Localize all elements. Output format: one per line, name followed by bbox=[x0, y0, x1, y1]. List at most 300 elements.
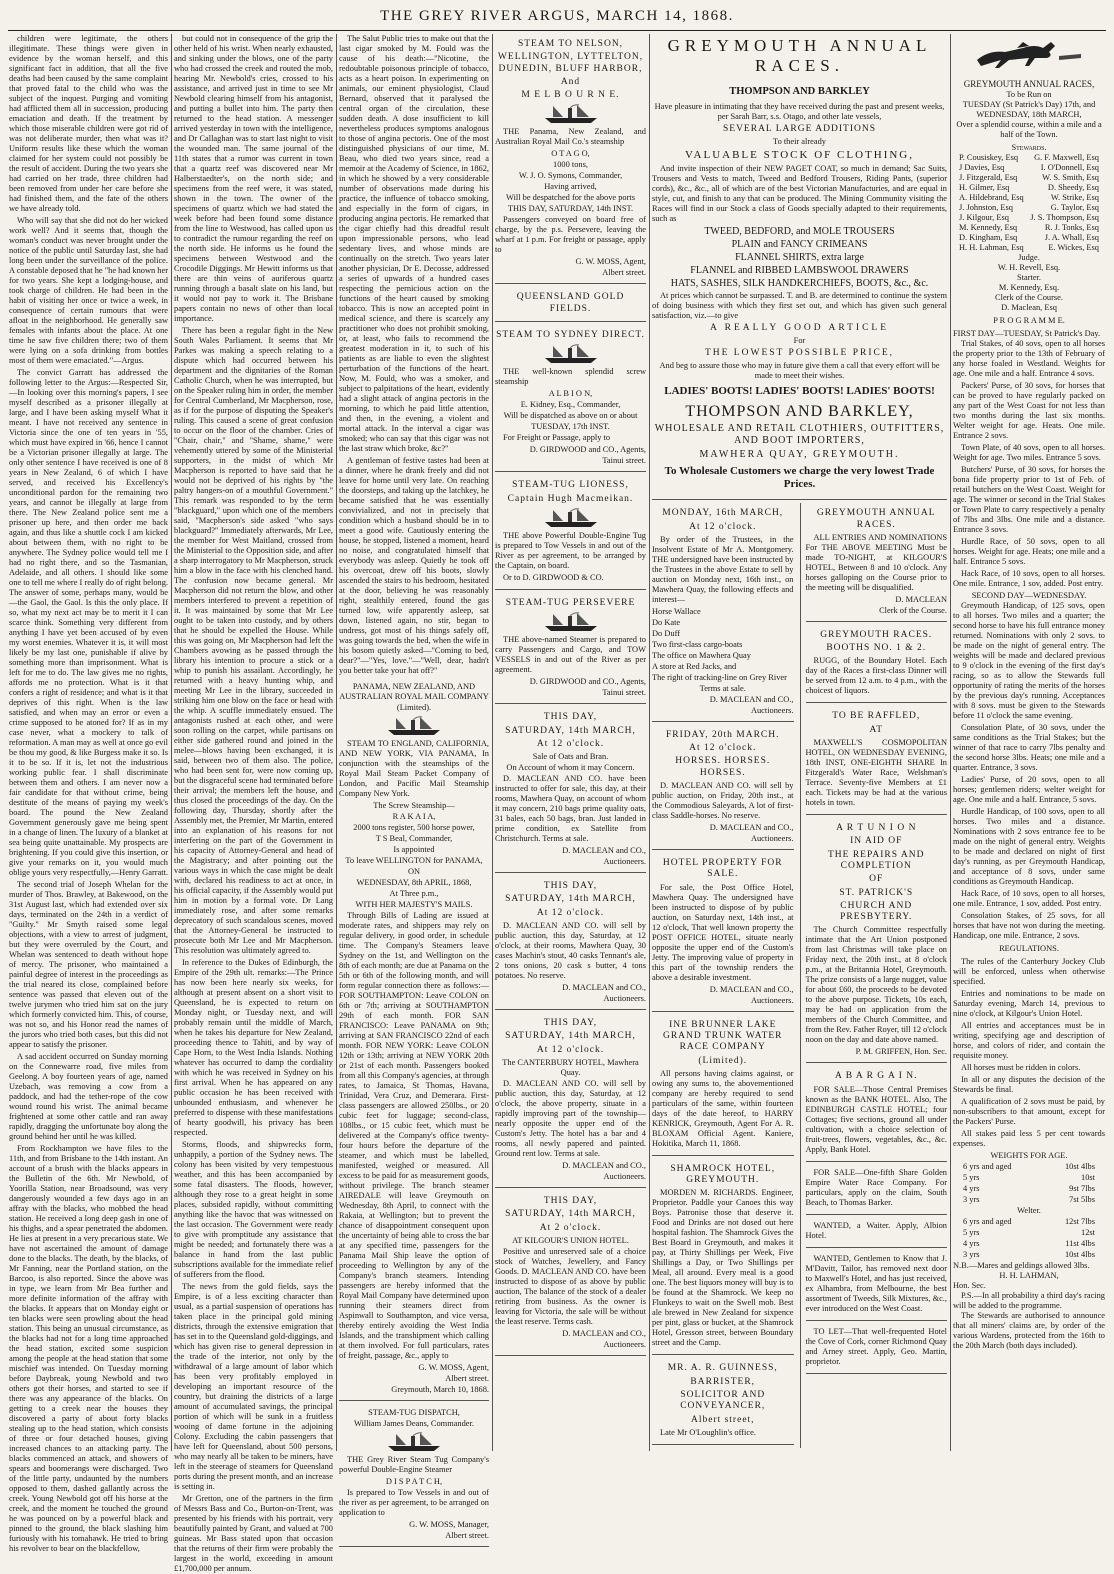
ad-detail-line: O T A G O, bbox=[551, 149, 590, 159]
stewards-list bbox=[953, 153, 1105, 253]
column-5-split bbox=[652, 503, 947, 1448]
weight-age: 6 yrs and aged bbox=[963, 1216, 1012, 1226]
notice bbox=[806, 625, 948, 704]
steward-row bbox=[953, 193, 1105, 203]
notice bbox=[806, 1324, 948, 1374]
ad-signature: Auctioneers. bbox=[603, 1339, 646, 1349]
steward-name: W. Strike, Esq bbox=[1050, 192, 1099, 202]
column-5b bbox=[800, 503, 948, 1448]
programme-heading: P R O G R A M M E. bbox=[993, 315, 1065, 325]
tb-goods-item: PLAIN and FANCY CRIMEANS bbox=[731, 239, 868, 251]
auction-notice bbox=[652, 1015, 794, 1156]
tb-wholesale: WHOLESALE AND RETAIL CLOTHIERS, OUTFITTERS, AND BOOT IMPORTERS, bbox=[654, 423, 945, 447]
tb-additions: SEVERAL LARGE ADDITIONS bbox=[722, 123, 876, 134]
column-divider bbox=[649, 34, 650, 1451]
ad-heading: WELLINGTON, LYTTELTON, DUNEDIN, BLUFF HARBOR, bbox=[497, 52, 644, 74]
ad-heading: STEAM-TUG PERSEVERE bbox=[505, 597, 636, 608]
ad-signature: Clerk of the Course. bbox=[879, 605, 947, 615]
auction-notice bbox=[652, 1159, 794, 1356]
race-event: All entries and acceptances must be in writing, specifying age and description of horse, and colors of rider, and contain the requisite money. bbox=[953, 1020, 1105, 1060]
ad-signature: Tainui street. bbox=[602, 688, 646, 698]
article-paragraph: The Salut Public tries to make out that the last cigar smoked by M. Fould was the cause of his death:—"Nicotine, the redoubtable poisonous principle of tobacco, acts as a heart poison. In experimenting on animals, our eminent physiologist, Claud Bernard, observed that it paralysed the central organ of the circulation, these sudden death. A dose insufficient to kill nevertheless produces symptoms analogous to those of angina pectoris. One of the most distinguished physicians of our time, M. Beau, who died two years since, read a memoir at the Academy of Science, in 1862, in which he showed by a very considerable number of observations made during his practice, the influence of tobacco smoking, and especially in the form of cigars, in producing angina pectoris. He remarked that the cigar chiefly had this dreadful result upon impressionable persons, who lead sedentary lives, and whose minds are continually on the stretch. Two years later another physician, Dr E. Decosse, addressed a series of upwards of a hundred cases respecting the pernicious action on the functions of the heart caused by smoking tobacco. This is now an accepted point in medical science, and there is scarcely any practitioner who does not prohibit smoking, or, at least, who fails to recommend the greatest moderation in it, to such of his patients as are liable to even the slightest perturbation of the functions of the heart. Now, M. Fould, who was a smoker, and subject to palpitations of the heart, evidently had a slight attack of angina pectoris in the morning, to which he paid little attention, and then, in the evening, a violent and mortal attack. In the interval a cigar was smoked; who can say that this cigar was not the last straw which broke, &c?" bbox=[339, 34, 489, 453]
weight-age: 6 yrs and aged bbox=[963, 1161, 1012, 1171]
ad-heading: HOTEL PROPERTY FOR SALE. bbox=[662, 858, 783, 880]
ad-detail-line: D I S P A T C H, bbox=[385, 1477, 443, 1486]
column-5 bbox=[652, 34, 947, 1451]
steward-row bbox=[953, 233, 1105, 243]
ad-signature: Greymouth, March 10, 1868. bbox=[391, 1385, 489, 1394]
column-divider bbox=[950, 34, 951, 1451]
weight-row bbox=[963, 1195, 1095, 1205]
ad-detail-line: E. Kidney, Esq., Commander, bbox=[520, 400, 621, 410]
steward-name: J. Johnston, Esq bbox=[959, 202, 1013, 212]
weight-value: 10st 4lbs bbox=[1064, 1249, 1095, 1259]
ad-heading: THE REPAIRS AND COMPLETION bbox=[828, 849, 925, 871]
advertisement bbox=[495, 1013, 646, 1188]
steward-name: H. H. Lahman, Esq bbox=[959, 242, 1024, 252]
column-6 bbox=[953, 34, 1105, 1451]
ad-body: THE Grey River Steam Tug Company's powerful Double-Engine Steamer bbox=[339, 1455, 489, 1474]
race-event: Hack Race, of 10 sovs, open to all horses, one mile. Entrance, 1 sov, added. Post entry. bbox=[953, 888, 1105, 908]
race-event: Ladies' Purse, of 20 sovs, open to all horses; gentlemen riders; welter weight for age. One mile and a half. Entrance, 5 sovs. bbox=[953, 774, 1105, 804]
ad-detail-line: Having arrived, bbox=[544, 182, 597, 192]
race-event: Packers' Purse, of 30 sovs, for horses that can be proved to have regularly packed on any part of the West Coast for not less than two months during the last six months. Welter weight for age. Heats. One mile. Entrance 2 sovs. bbox=[953, 380, 1105, 440]
ad-body: WANTED, Gentlemen to Know that J. M'Davitt, Tailor, has removed next door to Maxwell's Hotel, and has just received, ex Alhambra, from Melbourne, the best assortment of Tweeds, Silk Mixtures, &c., ever introduced on the West Coast. bbox=[805, 1253, 947, 1313]
advertisement bbox=[495, 707, 646, 873]
ad-detail-line: TUESDAY, 17th INST. bbox=[531, 422, 610, 432]
steward-name: M. Kennedy, Esq bbox=[959, 222, 1018, 232]
ad-detail-line: T S Beal, Commander, bbox=[375, 834, 453, 843]
tb-goods-item: TWEED, BEDFORD, and MOLE TROUSERS bbox=[704, 226, 895, 238]
ad-heading: SATURDAY, 14th MARCH, bbox=[505, 1031, 636, 1042]
weight-value: 11st 4lbs bbox=[1065, 1238, 1095, 1248]
weight-row bbox=[963, 1239, 1095, 1249]
ad-heading: ST. PATRICK'S bbox=[839, 887, 914, 898]
ad-detail-line: At Three p.m., bbox=[389, 889, 439, 898]
ad-body: D. MACLEAN AND CO. will sell by public auction, on Friday, 20th inst., at the Commodious Saleyards, A lot of first-class Saddle-horses. No reserve. bbox=[652, 781, 794, 821]
article-paragraph: A sad accident occurred on Sunday morning on the Connewarre road, five miles from Geelong. A boy fourteen years of age, named Uzebach, was removing a cow from a paddock, and had the tether-rope of the cow wound round his wrist. The animal became frightened at some other cattle and ran away rapidly, dragging the unfortunate boy along the ground behind her until he was killed. bbox=[9, 1052, 168, 1141]
ad-heading: MONDAY, 16th MARCH, bbox=[662, 508, 784, 519]
starter-heading: Starter. bbox=[1017, 272, 1041, 282]
weight-row bbox=[963, 1228, 1095, 1238]
ad-heading: At 2 o'clock. bbox=[539, 1222, 602, 1233]
ad-heading: IN AID OF bbox=[850, 836, 903, 847]
thompson-barkley-ad bbox=[652, 80, 947, 500]
weight-row bbox=[963, 1173, 1095, 1183]
ad-heading: SHAMROCK HOTEL, GREYMOUTH. bbox=[670, 1163, 776, 1186]
tb-title: THOMPSON AND BARKLEY bbox=[729, 86, 870, 98]
tb-prices: At prices which cannot be surpassed. T. and B. are determined to continue the system of doing business with which they first set out, and which has given such general satisfaction, viz.—to give bbox=[652, 290, 947, 320]
notice bbox=[806, 503, 948, 622]
ad-heading: THIS DAY, bbox=[543, 1018, 598, 1029]
ad-body: THE above Powerful Double-Engine Tug is prepared to Tow Vessels in and out of the River as per agreement, to be arranged by the Captain, on board. bbox=[495, 530, 646, 570]
steward-row bbox=[953, 223, 1105, 233]
column-3 bbox=[339, 34, 489, 1540]
tb-assure: And beg to assure those who may in future give them a call that every effort will be made to meet their wishes. bbox=[659, 361, 940, 381]
race-event: All horses must be ridden in colors. bbox=[961, 1062, 1081, 1072]
article-paragraph: Storms, floods, and shipwrecks form, unhappily, a portion of the Sydney news. The colony has been visited by very tempestuous weather, and this has been accompanied by some fatal disasters. The floods, however, although they rose to a great height in some places, subsided rapidly, without committing anything like the havoc that was witnessed on the last occasion. The Government were ready to give with promptitude any assistance that might be needed; and fortunately there was a balance in hand from the last public subscriptions available for the immediate relief of sufferers from the flood. bbox=[174, 1140, 333, 1279]
ad-list-item: A store at Red Jacks, and bbox=[652, 661, 737, 671]
ad-signature: G. W. MOSS, Manager, bbox=[409, 1520, 489, 1529]
ad-heading: INE BRUNNER LAKE GRAND TRUNK WATER RACE COMPANY bbox=[662, 1019, 783, 1053]
steward-name: A. Hildebrand, Esq bbox=[959, 192, 1024, 202]
article-paragraph: The convict Garratt has addressed the following letter to the Argus:—Respected Sir,—In looking over this morning's papers, I see myself described as a prisoner illegally at large, and I have been asking myself What it meant. I have not received any sentence in Victoria since the one of ten years in '55, which must have expired in '66, hence I cannot be a Victorian prisoner illegally at large. The only other sentence I have received is one of 8 years in New Zealand, 6 of which I have served, and received his Excellency's unconditional pardon for the remaining two years, and cannot be illegally at large from there. The New Zealand police sent me a prisoner up here, and then order me back again, and thus like a shuttle cock I am kicked about between them, with no right to be anywhere. The Sydney police would tell me I had no right there, and so the Tasmanian, Adelaide, and all others. I should like some one to tell me where I really do of right belong. The answer of some, perhaps many, would be—the Gaol, the Gaol. Is this the only place. If so, what my next act may be to merit it I can scarce think. Something very different from anything I have yet been accused of by even my worst enemies. Whatever it is, it will most likely be my last one, punishable if alive by something more than imprisonment. What is left for me to do. The law gives me no rights, affords me no protection. What is it that confers a right of residence; and what is it that deprives of this right. When is the law satisfied, and when may an error or even a crime supposed to be atoned for? If as in my case never, what a mockery to talk of reformation. A man may as well at once go evil be thou my good, & like Burgess make it so. Is it to be so. If it is, let not the industrious working public fear. I shall discriminate between them and others. I am never now a fair candidate for that without crime, being destitute of the means of paying my week's board. The pound the New Zealand Government generously gave me being spent in a change of linen. The luxury of a blanket at sea being quite unattainable. My prospects are brightening. If you could give this insertion, or give your remarks on it, you would much oblige yours very respectfully,—Henry Garratt. bbox=[9, 368, 168, 877]
races-header: GREYMOUTH ANNUAL RACES. bbox=[667, 36, 932, 76]
ad-signature: Auctioneers. bbox=[603, 1171, 646, 1181]
article-paragraph: The news from the gold fields, says the Empire, is of a less exciting character than usual, as a partial suspension of operations has taken place in the principal gold mining districts, through the extensive emigration that has set in to the Queensland gold-diggings, and which has given rise to general depression in the trade of the interior, not only by the withdrawal of a large amount of labor which has been very profitably employed in developing an important resource of the country, but draining the districts of a large amount of accumulated savings, the principal portion of which will be sunk in a fruitless wooing of dame fortune in the adjoining Colony. Excluding the cabin passengers that have left for Queensland, about 500 persons, who may nearly all be taken to be miners, have left in the steerage of steamers for Queensland ports during the present month, and an increase is setting in. bbox=[174, 1282, 333, 1491]
ad-body: FOR SALE—One-fifth Share Golden Empire Water Race Company. For particulars, apply on the claim, South Beach, to Thomas Barker. bbox=[805, 1167, 947, 1207]
tb-address: MAWHERA QUAY, GREYMOUTH. bbox=[699, 449, 900, 461]
ad-heading-line: STEAM-TUG DISPATCH, bbox=[368, 1408, 460, 1417]
races-title: GREYMOUTH ANNUAL RACES, bbox=[963, 79, 1095, 89]
ad-signature: G. W. MOSS, Agent, bbox=[575, 257, 646, 267]
ad-detail-line: A L B I O N, bbox=[548, 389, 593, 399]
weight-row bbox=[963, 1162, 1095, 1172]
ad-heading: A B A R G A I N. bbox=[834, 1071, 918, 1082]
races-wednesday: WEDNESDAY, 18th MARCH, bbox=[976, 109, 1082, 119]
ad-detail-line: The CANTERBURY HOTEL, Mawhera Quay. bbox=[502, 1057, 639, 1077]
day2-heading: SECOND DAY—WEDNESDAY. bbox=[971, 590, 1087, 600]
ad-signature: P. M. GRIFFEN, Hon. Sec. bbox=[855, 1047, 947, 1057]
ad-body: STEAM TO ENGLAND, CALIFORNIA, AND NEW YORK, VIA PANAMA, In conjunction with the steamships of the Royal Mail Steam Packet Company of London, and Pacific Mail Steamship Company New York. bbox=[339, 739, 489, 798]
race-event: Town Plate, of 40 sovs, open to all horses. Weight for age. Two miles. Entrance 5 sovs. bbox=[953, 442, 1105, 462]
ad-signature: Auctioneers. bbox=[750, 995, 794, 1005]
race-event: Butchers' Purse, of 30 sovs, for horses the bona fide property prior to 1st of Feb. of retail butchers on the West Coast. Weight for age. The winner or second in the Trial Stakes or Town Plate to carry respectively a penalty of 7lbs and 3lbs. One mile and a distance. Entrance 3 sovs. bbox=[953, 464, 1105, 534]
ad-signature: D. MACLEAN and CO., bbox=[562, 846, 646, 856]
ad-detail-line: WITH HER MAJESTY'S MAILS. bbox=[355, 900, 473, 909]
race-event: Consolation Plate, of 30 sovs, under the same conditions as the Trial Stakes; but the winner of that race to carry 7lbs penalty and the second horse 3lbs. Heats; one mile and a quarter. Entrance, 3 sovs. bbox=[953, 722, 1105, 772]
steward-row bbox=[953, 153, 1105, 163]
ad-tail: Through Bills of Lading are issued at moderate rates, and shippers may rely on regular delivery, in good order, in schedule time. The Company's Steamers leave Sydney on the 1st, and Wellington on the 8th of each month; are due at Panama on the 5th or 6th of the following month, and will form regular connection there as follows:— FOR SOUTHAMPTON: Leave COLON on 6th or 7th; arriving at SOUTHAMPTON 29th of each month. FOR SAN FRANCISCO: Leave PANAMA on 9th; arriving at SAN FRANCISCO 22nd of each month. FOR NEW YORK: Leave COLON 12th or 13th; arriving at NEW YORK 20th or 21st of each month. Passengers booked from all this Company's agencies, at through rates, to Jamaica, St Thomas, Havana, Trinidad, Vera Cruz, and Demerara. First-class passengers are allowed 250lbs., or 20 cubic feet for luggage; second-class, 108lbs., or 15 cubic feet, which must be delivered at the Company's office twenty-four hours before the departure of the steamer, and which must be labelled, manifested, weighed or measured. All excess to be paid for as measurement goods, without privilege. The branch steamer AIREDALE will leave Greymouth on Wednesday, 8th April, to connect with the Rakaia, at Wellington; but to prevent the chance of disappointment consequent upon the uncertainty of being able to cross the bar at any specified time, passengers for the Panama Mail Ship leave the option of proceeding to Wellington by any of the Company's branch steamers. Intending passengers are hereby informed that the Royal Mail Company have determined upon running their steamers direct from Aspinwall to Southampton, and vice versa, thereby entirely avoiding the West India Islands, and the transhipment which calling at them involved. For full particulars, rates of freight, passage, &c., apply to bbox=[339, 911, 489, 1360]
tb-goods-item: HATS, SASHES, SILK HANDKERCHIEFS, BOOTS, &c., &c. bbox=[670, 277, 929, 289]
race-event: Hack Race, of 10 sovs, open to all horses. One mile. Entrance, 1 sov, added. Post entry. bbox=[953, 568, 1105, 588]
auction-notice bbox=[652, 725, 794, 850]
article-paragraph: Mr Gretton, one of the partners in the firm of Messrs Bass and Co., Burton-on-Trent, was presented by his friends with his portrait, very beautifully painted by Grant, and valued at 700 guineas. Mr Bass stated upon that occasion that the returns of their firm were probably the largest in the world, exceeding in amount £1,700,000 per annum. bbox=[174, 1494, 333, 1573]
race-event: Trial Stakes, of 40 sovs, open to all horses the property prior to the 13th of February of any horse foaled in Westland. Weights for age. One mile and a half. Entrance 4 sovs. bbox=[953, 338, 1105, 378]
tb-stock: VALUABLE STOCK OF CLOTHING, bbox=[685, 149, 914, 162]
race-event: Hurdle Race, of 50 sovs, open to all horses. Weight for age. Heats; one mile and a half. Entrance 5 sovs. bbox=[953, 536, 1105, 566]
ad-detail-line: THIS DAY, SATURDAY, 14th INST. bbox=[507, 204, 634, 214]
ad-list-item: Do Duff bbox=[652, 628, 680, 638]
steward-name: D. Sheedy, Esq bbox=[1047, 182, 1099, 192]
ad-heading: FRIDAY, 20th MARCH. bbox=[666, 729, 780, 740]
ad-body: MORDEN M. RICHARDS. Engineer, Proprietor. Paddle your Canoes this way Boys. Patronise those that deserve it. Food and Drinks are not dosed out here hospital fashion. The Shamrock Gives the Best Board in Greymouth, and makes it pay, at Thirty Shillings per Week, Five Shillings a Day, or Two Shillings per Meal, all around. Every meal is a good one. The best liquors money will buy is to be found at the Shamrock. We keep no Flunkeys to wait on the Swell mob. Best ale brewed in New Zealand for sixpence per pint, glass or bucket, at the Shamrock Hotel, Gresson street, between Boundary street and the Camp. bbox=[652, 1188, 794, 1348]
ship-icon bbox=[495, 343, 646, 365]
ship-icon bbox=[495, 507, 646, 529]
regulations-heading: REGULATIONS. bbox=[999, 943, 1059, 953]
judge-heading: Judge. bbox=[1018, 252, 1040, 262]
weight-row bbox=[963, 1217, 1095, 1227]
races-tuesday: TUESDAY (St Patrick's Day) 17th, and bbox=[962, 99, 1096, 109]
ad-heading: M E L B O U R N E. bbox=[521, 90, 620, 101]
ad-body: THE Panama, New Zealand, and Australian Royal Mail Co.'s steamship bbox=[495, 127, 646, 147]
article-paragraph: There has been a regular fight in the New South Wales Parliament. It seems that Mr Parkes was making a speech relating to a dispute which had occurred between his department and the dignitaries of the Roman Catholic Church, when he was interrupted, but on the Speaker ruling him in order, the member for Central Cumberland, Mr Macpherson, rose, as if for the purpose of disputing the Speaker's ruling. This caused a scene of great confusion to occur on the floor of the chamber. Cries of "Chair, chair," and "Shame, shame," were vehemently uttered by some of the Ministerial supporters, in the midst of which Mr Macpherson is reported to have said that he would not be deprived of his rights by "the paltry hangers-on of a mouthful Government." This remark was responded to by the term "blackguard," upon which one of the members said, "Macpherson's side asked "who says blackguard?" Immediately afterwards, Mr Lee, the member for West Maitland, crossed from the Ministerial to the Opposition side, and after a sharp interrogatory to Mr Macpherson, struck him a blow in the face with his clenched hand. The confusion now became general. Mr Macpherson did not return the blow, and other members interfered to prevent a repetition of it. It was maintained by some that Mr Lee ought to be taken into custody, and by others that he should be expelled the House. While this was going on, Mr Macpherson had left the Chambers avowing as he passed through the library his intention to procure a stick or a whip to punish his assailant. Accordingly, he returned with a heavy hunting whip, and meeting Mr Lee in the library, succeeded in striking him one blow on the face or head with the whip. A scuffle immediately ensued. The antagonists rushed at each other, and were soon rolling on the carpet, while partisans on either side gathered round and joined in the melee—blows having been exchanged, it is said, between two of them also. The police, who had been sent for, were now coming up, but the disgraceful scene had terminated before their arrival; the members left the house, and thus closed the proceedings of the day. On the following day, Thursday, shortly after the Assembly met, the Premier, Mr Martin, entered into an explanation of his reasons for not interfering on the part of the Government in his capacity of Attorney-General and head of the Magistracy; and after pointing out the various ways in which the case might be dealt with, declared his readiness to act at once, in his official capacity, if the Assembly would put him in motion by a formal vote. Dr Lang immediately rose, and after some remarks deprecatory of such scandalous scenes, moved that the Attorney-General be instructed to prosecute both Mr Lee and Mr Macpherson. This resolution was ultimately agreed to. bbox=[174, 326, 333, 955]
tb-trade-prices: To Wholesale Customers we charge the very lowest Trade Prices. bbox=[664, 465, 935, 491]
ad-heading: At 12 o'clock. bbox=[689, 743, 757, 754]
auction-notice bbox=[652, 1358, 794, 1444]
ad-body: THE well-known splendid screw steamship bbox=[495, 367, 646, 387]
ad-heading: GREYMOUTH RACES. bbox=[820, 629, 933, 640]
shipping-ad bbox=[339, 678, 489, 1401]
ad-detail-line: W. J. O. Symons, Commander, bbox=[518, 171, 623, 181]
weight-value: 12st bbox=[1081, 1227, 1095, 1237]
advertisement bbox=[495, 876, 646, 1010]
ad-signature: D. MACLEAN bbox=[895, 594, 947, 604]
ad-heading: THIS DAY, bbox=[543, 1195, 598, 1206]
ad-body: MAXWELL'S COSMOPOLITAN HOTEL, ON WEDNESDAY EVENING, 18th INST, ONE-EIGHTH SHARE In Fitzgerald's Water Race, Welshman's Terrace. Seventy-five Members at £1 each. Tickets may be had at the various hotels in town. bbox=[805, 738, 947, 808]
tb-invite: And invite inspection of their NEW PAGET COAT, so much in demand; Sac Suits, Trousers and Vests to match, Tweed and Bedford Trousers, Riding Pants, (superior cords), &c., &c., all of which are of the best Victorian Manufacturies, and are equal in style, cut, and finish to any that can be produced. The Mining Community visiting the Races will find in our Stock a class of Goods specially adapted to their requirements, such as bbox=[652, 164, 947, 224]
mares-note: N.B.—Mares and geldings allowed 3lbs. bbox=[953, 1260, 1090, 1270]
masthead: THE GREY RIVER ARGUS, MARCH 14, 1868. bbox=[380, 8, 734, 24]
ad-signature: Auctioneers. bbox=[750, 705, 794, 715]
ad-heading: HORSES. HORSES. HORSES. bbox=[675, 756, 771, 778]
masthead-rule bbox=[8, 30, 1106, 31]
steward-name: E. Wickes, Esq bbox=[1048, 242, 1099, 252]
race-event: All stakes paid less 5 per cent towards expenses. bbox=[953, 1128, 1105, 1148]
ad-tail: D. MACLEAN AND CO. have been instructed to offer for sale, this day, at their rooms, Mawhera Quay, on account of whom it may concern, 210 bags prime quality oats, 31 bales, each 50 bags, bran. Just landed in prime condition, ex Satellite from Christchurch. Terms at sale. bbox=[495, 774, 646, 844]
ad-heading: STEAM-TUG LIONESS, bbox=[512, 480, 629, 491]
ad-heading: QUEENSLAND GOLD FIELDS. bbox=[516, 292, 625, 314]
hon-sec-name: H. H. LAHMAN, bbox=[999, 1270, 1059, 1280]
steward-name: P. Cousiskey, Esq bbox=[959, 152, 1019, 162]
weight-age: 3 yrs bbox=[963, 1249, 980, 1259]
racehorse-icon bbox=[953, 38, 1105, 75]
tb-to-their: To their already bbox=[773, 137, 826, 147]
ad-body: ALL ENTRIES AND NOMINATIONS For THE ABOVE MEETING Must be made TO-NIGHT, at KILGOUR'S HOTEL, Between 8 and 10 o'clock. Any horses galloping on the Course prior to the meeting will be disqualified. bbox=[805, 532, 947, 592]
advertisement bbox=[495, 34, 646, 284]
steward-name: J. Kilgour, Esq bbox=[959, 212, 1009, 222]
column-5a bbox=[652, 503, 794, 1448]
ship-icon bbox=[339, 1431, 489, 1453]
ad-body: Late Mr O'Loughlin's office. bbox=[660, 1427, 756, 1437]
tb-big-name: THOMPSON AND BARKLEY, bbox=[685, 403, 914, 421]
ad-detail-line: On Account of whom it may Concern. bbox=[506, 763, 635, 773]
ship-icon bbox=[495, 103, 646, 125]
clerk-heading: Clerk of the Course. bbox=[995, 292, 1063, 302]
ad-heading: And bbox=[560, 76, 581, 87]
notice bbox=[806, 1165, 948, 1215]
steward-row bbox=[953, 243, 1105, 253]
ad-heading: SATURDAY, 14th MARCH, bbox=[505, 725, 636, 736]
ad-body: All persons having claims against, or owing any sums to, the abovementioned company are hereby required to send particulars of the same, within fourteen days of the date hereof, to HARRY KENRICK, Greymouth, Agent For A. R. BLOXAM Official Agent. Kaniere, Hokitika, March 11, 1868. bbox=[652, 1068, 794, 1148]
ad-heading: OF bbox=[869, 874, 884, 885]
ad-detail-line: AT KILGOUR'S UNION HOTEL. bbox=[512, 1235, 629, 1245]
article-paragraph: In reference to the Dukes of Edinburgh, the Empire of the 29th ult. remarks:—The Prince has now been here nearly six weeks, for although at present absent on a short visit to Queensland, he is expected to return on Monday night, or Tuesday next, and will probably remain until the middle of March, when he takes his departure for New Zealand, proceeding thence to Tahiti, and by way of Cape Horn, to the West India Islands. Nothing whatever has occurred to damp the cordiality with which he was received in Sydney on his first arrival. When he has appeared on any public occasion he has been received with unbounded enthusiasm, and whenever he preferred to dispense with these manifestations of hearty goodwill, his privacy has been respected. bbox=[174, 958, 333, 1137]
ad-tail: For Freight or Passage, apply to bbox=[503, 433, 611, 443]
ad-body: WANTED, a Waiter. Apply, Albion Hotel. bbox=[805, 1220, 947, 1240]
tb-intro: Have pleasure in intimating that they have received during the past and present weeks, per Sarah Barr, s.s. Otago, and other late vessels, bbox=[654, 101, 945, 121]
weight-row bbox=[963, 1250, 1095, 1260]
ad-detail-line: To leave WELLINGTON for PANAMA, bbox=[345, 856, 483, 865]
ad-signature: D. GIRDWOOD and CO., Agents, bbox=[529, 445, 646, 455]
race-event: Hurdle Handicap, of 100 sovs, open to all horses. Two miles and a distance. Nominations with 2 sovs entrance fee to be made on the night of general entry. Weights to be made and declared on night of first day's running, as per Greymouth Handicap, and acceptance of 8 sovs, under same conditions as Greymouth Handicap. bbox=[953, 806, 1105, 886]
ad-heading-line: William James Deans, Commander. bbox=[354, 1419, 474, 1428]
tb-goods-item: FLANNEL and RIBBED LAMBSWOOL DRAWERS bbox=[690, 264, 909, 276]
ad-heading: At 12 o'clock. bbox=[536, 738, 605, 749]
notice bbox=[806, 818, 948, 1063]
ad-body: The Church Committee respectfully intimate that the Art Union postponed from last Christmas will take place on Friday next, the 20th inst., at 8 o'clock p.m., at the Britannia Hotel, Greymouth. The prize consists of a large nugget, value for about £60, the proceeds to be devoted to the above purpose. Tickets, 10s each, may be had on application from the members of the Church Committee, and from the Rev. Father Royer, till 12 o'clock noon on the day and date above named. bbox=[805, 925, 947, 1045]
column-divider bbox=[336, 34, 337, 1451]
weight-age: 5 yrs bbox=[963, 1172, 980, 1182]
ad-heading: BARRISTER, bbox=[690, 1376, 756, 1387]
welter-heading: Welter. bbox=[1017, 1205, 1041, 1215]
advertisement bbox=[495, 475, 646, 590]
tb-article: A REALLY GOOD ARTICLE bbox=[709, 322, 890, 333]
ad-heading: At 12 o'clock. bbox=[689, 521, 757, 532]
ad-heading: At 12 o'clock. bbox=[536, 907, 605, 918]
steward-name: R. J. Tonks, Esq bbox=[1044, 222, 1099, 232]
ad-signature: D. MACLEAN and CO., bbox=[709, 823, 794, 833]
ad-tail: D. MACLEAN AND CO. will sell by public auction, this day, Saturday, at 12 o'clock, at their rooms, Mawhera Quay, 30 cases Machin's stout, 40 casks Tennant's ale, 2 tons onions, 20 cask s butter, 4 tons potatoes. No reserve. bbox=[495, 921, 646, 981]
ad-signature: D. MACLEAN and CO., bbox=[709, 694, 794, 704]
ad-heading: BOOTHS NO. 1 & 2. bbox=[826, 643, 927, 654]
ad-heading: SOLICITOR AND CONVEYANCER, bbox=[680, 1390, 766, 1412]
steward-row bbox=[953, 183, 1105, 193]
column-divider bbox=[171, 34, 172, 1451]
steward-name: I. O'Donnell, Esq bbox=[1040, 162, 1099, 172]
ad-signature: Albert street. bbox=[445, 1531, 489, 1540]
weight-age: 5 yrs bbox=[963, 1227, 980, 1237]
day1-heading: FIRST DAY—TUESDAY, St Patrick's Day. bbox=[953, 328, 1101, 338]
ad-heading: A R T U N I O N bbox=[836, 823, 917, 834]
race-event: Consolation Stakes, of 25 sovs, for all horses that have not won during the meeting. Handicap, one mile. Entrance, 2 sovs. bbox=[953, 910, 1105, 940]
tb-for: For bbox=[793, 336, 806, 346]
tb-goods-list bbox=[652, 226, 947, 289]
ad-signature: D. MACLEAN and CO., bbox=[562, 983, 646, 993]
ad-detail-line: 1000 tons, bbox=[553, 160, 588, 170]
race-event: Entries and nominations to be made on Saturday evening, March 14, previous to nine o'clock, at Kilgour's Union Hotel. bbox=[953, 988, 1105, 1018]
article-paragraph: A gentleman of festive tastes had been at a dinner, where he drank freely and did not leave for home until very late. On reaching the doorsteps, and taking up the latchkey, he became satisfied that he was essentially convivialized, and not in precisely that condition which a husband should be in to meet a good wife. Cautiously entering the house, he stopped, listened a moment, heard no noise, and congratulated himself that everybody was asleep. Quietly he took off his overcoat, drew off his boots, slowly ascended the stairs to his bedroom, hesitated at the door, believing he was reasonably right, stealthily entered, found the gas turned low, wife apparently asleep, sat down, listened again, no stir, began to undress, got most of his things safely off, was going towards the bed, when the wife in his bosom quietly asked—"Coming to bed, dear?"—"Yes, love."—"Well, dear, hadn't you better take your hat off?" bbox=[339, 456, 489, 675]
weight-value: 7st 5lbs bbox=[1069, 1194, 1095, 1204]
advertisement bbox=[495, 325, 646, 472]
race-event: In all or any disputes the decision of the Stewards be final. bbox=[953, 1074, 1105, 1094]
judge-name: W. H. Revell, Esq. bbox=[997, 262, 1061, 272]
ad-body: TO LET—That well-frequented Hotel the Cove of Cork, corner Richmond Quay and Arney street. Apply, Geo. Martin, proprietor. bbox=[805, 1326, 947, 1366]
ad-heading-line: PANAMA, NEW ZEALAND, AND AUSTRALIAN ROYAL MAIL COMPANY bbox=[339, 682, 489, 701]
weight-age: 4 yrs bbox=[963, 1238, 980, 1248]
wfa-heading: WEIGHTS FOR AGE. bbox=[990, 1150, 1068, 1160]
article-paragraph: children were legitimate, the others illegitimate. These things were given in evidence by the woman herself, and this significant fact in addition, that all the five deaths had been caused by the same complaint that proved fatal to the child who was the subject of the inquest. Purging and vomiting had afflicted them all in succession, producing emaciation and death. If the treatment by which those miserable children were got rid of was not deliberate murder, then what was it? Uniform results like these which the woman claimed for her system could not possibly be the result of accident. During the two years she had carried on her trade, three children had been removed from under her care before she had finished them, and the fate of the others we have already told. bbox=[9, 34, 168, 213]
weight-value: 12st 7lbs bbox=[1064, 1216, 1095, 1226]
ad-detail-line: WEDNESDAY, 8th APRIL, 1868, bbox=[356, 878, 472, 887]
steward-row bbox=[953, 203, 1105, 213]
tb-boots: LADIES' BOOTS! LADIES' BOOTS! LADIES' BOOTS! bbox=[664, 385, 935, 398]
ad-tail: D. MACLEAN AND CO. will sell by public auction, this day, Saturday, at 12 o'clock, the above property, situate in a rapidly improving part of the township—nearly opposite the upper end of the Custom's Jetty. The hotel has a bar and 4 rooms, all newly papered and painted. Ground rent low. Terms at sale. bbox=[495, 1078, 646, 1158]
steward-row bbox=[953, 213, 1105, 223]
ship-icon bbox=[339, 715, 489, 737]
starter-name: M. Kennedy, Esq. bbox=[998, 282, 1060, 292]
ad-detail-line: The Screw Steamship— bbox=[373, 801, 455, 810]
weight-age: 3 yrs bbox=[963, 1194, 980, 1204]
ad-heading: GREYMOUTH ANNUAL RACES. bbox=[816, 508, 936, 530]
steward-name: J. S. Thompson, Esq bbox=[1030, 212, 1099, 222]
steward-name: J Davies, Esq bbox=[959, 162, 1005, 172]
day2-events bbox=[953, 601, 1105, 941]
notice bbox=[806, 1251, 948, 1321]
ad-detail-line: 2000 tons register, 500 horse power, bbox=[353, 823, 475, 832]
ad-signature: G. W. MOSS, Agent, bbox=[418, 1363, 489, 1372]
day1-events bbox=[953, 339, 1105, 589]
ad-list-item: Two first-class cargo-boats bbox=[652, 639, 743, 649]
stewards-heading: Stewards. bbox=[1011, 142, 1047, 152]
advertisement bbox=[495, 593, 646, 704]
article-paragraph: but could not in consequence of the grip the other held of his wrist. When nearly exhausted, and sinking under the blows, one of the party who had crossed the creek and routed the mob, hearing Mr. Newbold's cries, crossed to his assistance, and arrived just in time to see Mr Newbold clearing himself from his antagonist, and putting a bullet into him. The party then returned to the head station. A messenger arrived yesterday in town with the intelligence, and Dr Callaghan was to start last night to visit the wounded man. The same journal of the 11th states that a rumor was current in town that a quartz reef was discovered near Mr Halberstaedter's, on the north side; and specimens from the reef were, it was stated, shown in the town. The owner of the specimens of quartz which we had stated the week before had been found some distance from the line to Westwood, has called upon us to contradict the rumour regarding the reef on the north side. He informs us he found the specimens between Westwood and the Crocodile Diggings. Mr Hewitt informs us that there are thin veins of auriferous quartz running through a basalt slate on his land, but it would not pay to work it. The Brisbane papers contain no news of other than local importance. bbox=[174, 34, 333, 323]
article-paragraph: From Rockhampton we have files to the 11th, and from Brisbane to the 14th instant. An account of a brush with the blacks appears in the Bulletin of the 6th. Mr Newbold, of Yoorilla Station, near Broadsound, was very dangerously wounded a few days ago in an affray with the blacks, who mobbed the head station. He received a long deep gash in one of his thighs, and a spear penetrated the abdomen. He lies at present in a very precarious state. We have not ascertained the amount of damage done to the blacks. The death, by the blacks, of Mr Fanning, near the Portland station, on the Barcoo, is also reported. Since the above was in type, we learn from Mr Bea further and more definite information of the affray with the blacks. It appears that on Monday eight or ten blacks were seen prowling about the head station. This being an unusual circumstance, as the blacks had not for a long time approached the head station, excited some suspicion among the people at the head station that some mischief was intended. On Tuesday morning before Daybreak, young Newbold and two others got their horses, and started to see if there was any appearance of the blacks. On getting to a creek near the houses they discovered a party of about forty blacks stealing up to the head station, which consists of three or four detached houses, giving increased chances to an attacking party. The blacks commenced an attack, and showers of spears and boomerangs were discharged. Two of the little party, undaunted by the numbers opposed to them, dashed gallantly across the creek. Young Newbold got off his horse at the creek, and the moment he touched the ground he was pounced on by a powerful black and pinned to the ground, the black slashing him furiously with his tomahawk. He tried to bring his revolver to bear on the blackfellow, bbox=[9, 1144, 168, 1553]
ad-signature: Auctioneers. bbox=[603, 994, 646, 1004]
auction-notice bbox=[652, 503, 794, 722]
races-course: Over a splendid course, within a mile and a half of the Town. bbox=[956, 119, 1102, 139]
races-run-on: To be Run on bbox=[1006, 89, 1052, 99]
ad-heading: AT bbox=[869, 724, 884, 735]
ad-body: By order of the Trustees, in the Insolvent Estate of Mr A. Montgomery. THE undersigned have been instructed by the Trustees in the above Estate to sell by auction on Monday next, 16th inst., on Mawhera Quay, the following effects and interest— bbox=[652, 534, 794, 604]
ad-heading: MR. A. R. GUINNESS, bbox=[667, 1363, 778, 1374]
regulations-list bbox=[953, 957, 1105, 1149]
advertisement bbox=[495, 1191, 646, 1356]
steward-name: D. Kingham, Esq bbox=[959, 232, 1018, 242]
race-event: The rules of the Canterbury Jockey Club will be enforced, unless when otherwise specified. bbox=[953, 956, 1105, 986]
steward-name: J. Fitzgerald, Esq bbox=[959, 172, 1018, 182]
ad-heading: STEAM TO SYDNEY DIRECT. bbox=[496, 330, 645, 341]
steward-name: W. S. Smith, Esq bbox=[1042, 172, 1099, 182]
ad-signature: D. MACLEAN and CO., bbox=[709, 984, 794, 994]
ad-signature: Albert street. bbox=[602, 268, 646, 278]
ad-signature: Auctioneers. bbox=[603, 857, 646, 867]
weight-row bbox=[963, 1184, 1095, 1194]
column-divider bbox=[492, 34, 493, 1451]
auction-notice bbox=[652, 853, 794, 1012]
ad-heading-line: (Limited). bbox=[396, 703, 432, 712]
ad-signature: Tainui street. bbox=[602, 456, 646, 466]
ad-body: For sale, the Post Office Hotel, Mawhera Quay. The undersigned have been instructed to dispose of by public auction, on Saturday next, 14th inst., at 12 o'clock, That well known property the POST OFFICE HOTEL, situate nearly opposite the upper end of the Custom's Jetty. The improving value of property in this part of the township renders the above a desirable investment. bbox=[652, 882, 794, 982]
ad-heading: SATURDAY, 14th MARCH, bbox=[505, 1209, 636, 1220]
steward-row bbox=[953, 173, 1105, 183]
steward-row bbox=[953, 163, 1105, 173]
ad-tail: Passengers conveyed on board free of charge, by the p.s. Persevere, leaving the wharf at 1 p.m. For freight or passage, apply to bbox=[495, 215, 646, 255]
welter-table bbox=[953, 1217, 1105, 1260]
ad-heading: STEAM TO NELSON, bbox=[517, 39, 624, 49]
ad-list-item: Do Kate bbox=[652, 617, 681, 627]
ad-signature: D. MACLEAN and CO., bbox=[562, 1328, 646, 1338]
ad-heading: CHURCH AND PRESBYTERY. bbox=[840, 900, 913, 923]
ps-note: P.S.—In all probability a third day's racing will be added to the programme. bbox=[953, 1290, 1105, 1310]
steward-name: G. F. Maxwell, Esq bbox=[1034, 152, 1099, 162]
ad-detail-line: Will be despatched for the above ports bbox=[506, 193, 635, 203]
ad-heading: Albert street, bbox=[690, 1414, 755, 1425]
weight-value: 10st 4lbs bbox=[1064, 1161, 1095, 1171]
hon-sec-title: Hon. Sec. bbox=[953, 1280, 986, 1290]
ad-heading: Captain Hugh Macmeikan. bbox=[507, 493, 634, 504]
column-1 bbox=[9, 34, 168, 1553]
weight-age: 4 yrs bbox=[963, 1183, 980, 1193]
race-event: A qualification of 2 sovs must be paid, by non-subscribers to that amount, except for the Packers' Purse. bbox=[953, 1096, 1105, 1126]
shipping-ad bbox=[339, 1404, 489, 1547]
ad-body: RUGG, of the Boundary Hotel. Each day of the Races a first-class Dinner will be served from 12 a.m. to 4 p.m., with the choicest of liquors. bbox=[805, 656, 947, 696]
steward-name: H. Gilmer, Esq bbox=[959, 182, 1010, 192]
tb-goods-item: FLANNEL SHIRTS, extra large bbox=[735, 252, 864, 264]
notice bbox=[806, 706, 948, 815]
clerk-name: D. Maclean, Esq bbox=[1001, 302, 1057, 312]
ad-signature: Auctioneers. bbox=[750, 834, 794, 844]
weight-value: 10st bbox=[1081, 1172, 1095, 1182]
advertisement bbox=[495, 287, 646, 322]
article-paragraph: Who will say that she did not do her wicked work well? And it seems that, though the woman's conduct was never brought under the notice of the public until Saturday last, she had long been under the surveillance of the police. A constable deposed that he "he had known her for two years. She kept a lodging-house, and took charge of children. He had been in the habit of visiting her once or twice a week, in consequence of certain rumours that were afloat in the neighborhood. He generally saw females with infants about the place. At one time he saw five children there; two of them were lying on a sofa drinking from bottles most of them were emaciated."—Argus. bbox=[9, 216, 168, 365]
final-note: The Stewards are authorised to announce that all miners' claims are, by order of the various Wardens, protected from the 16th to the 20th March (both days included). bbox=[953, 1310, 1105, 1350]
notice bbox=[806, 1218, 948, 1248]
column-4 bbox=[495, 34, 646, 1451]
ad-list-item: The right of tracking-line on Grey River bbox=[652, 672, 787, 682]
weight-value: 9st 7lbs bbox=[1069, 1183, 1095, 1193]
ad-signature: D. MACLEAN and CO., bbox=[562, 1160, 646, 1170]
